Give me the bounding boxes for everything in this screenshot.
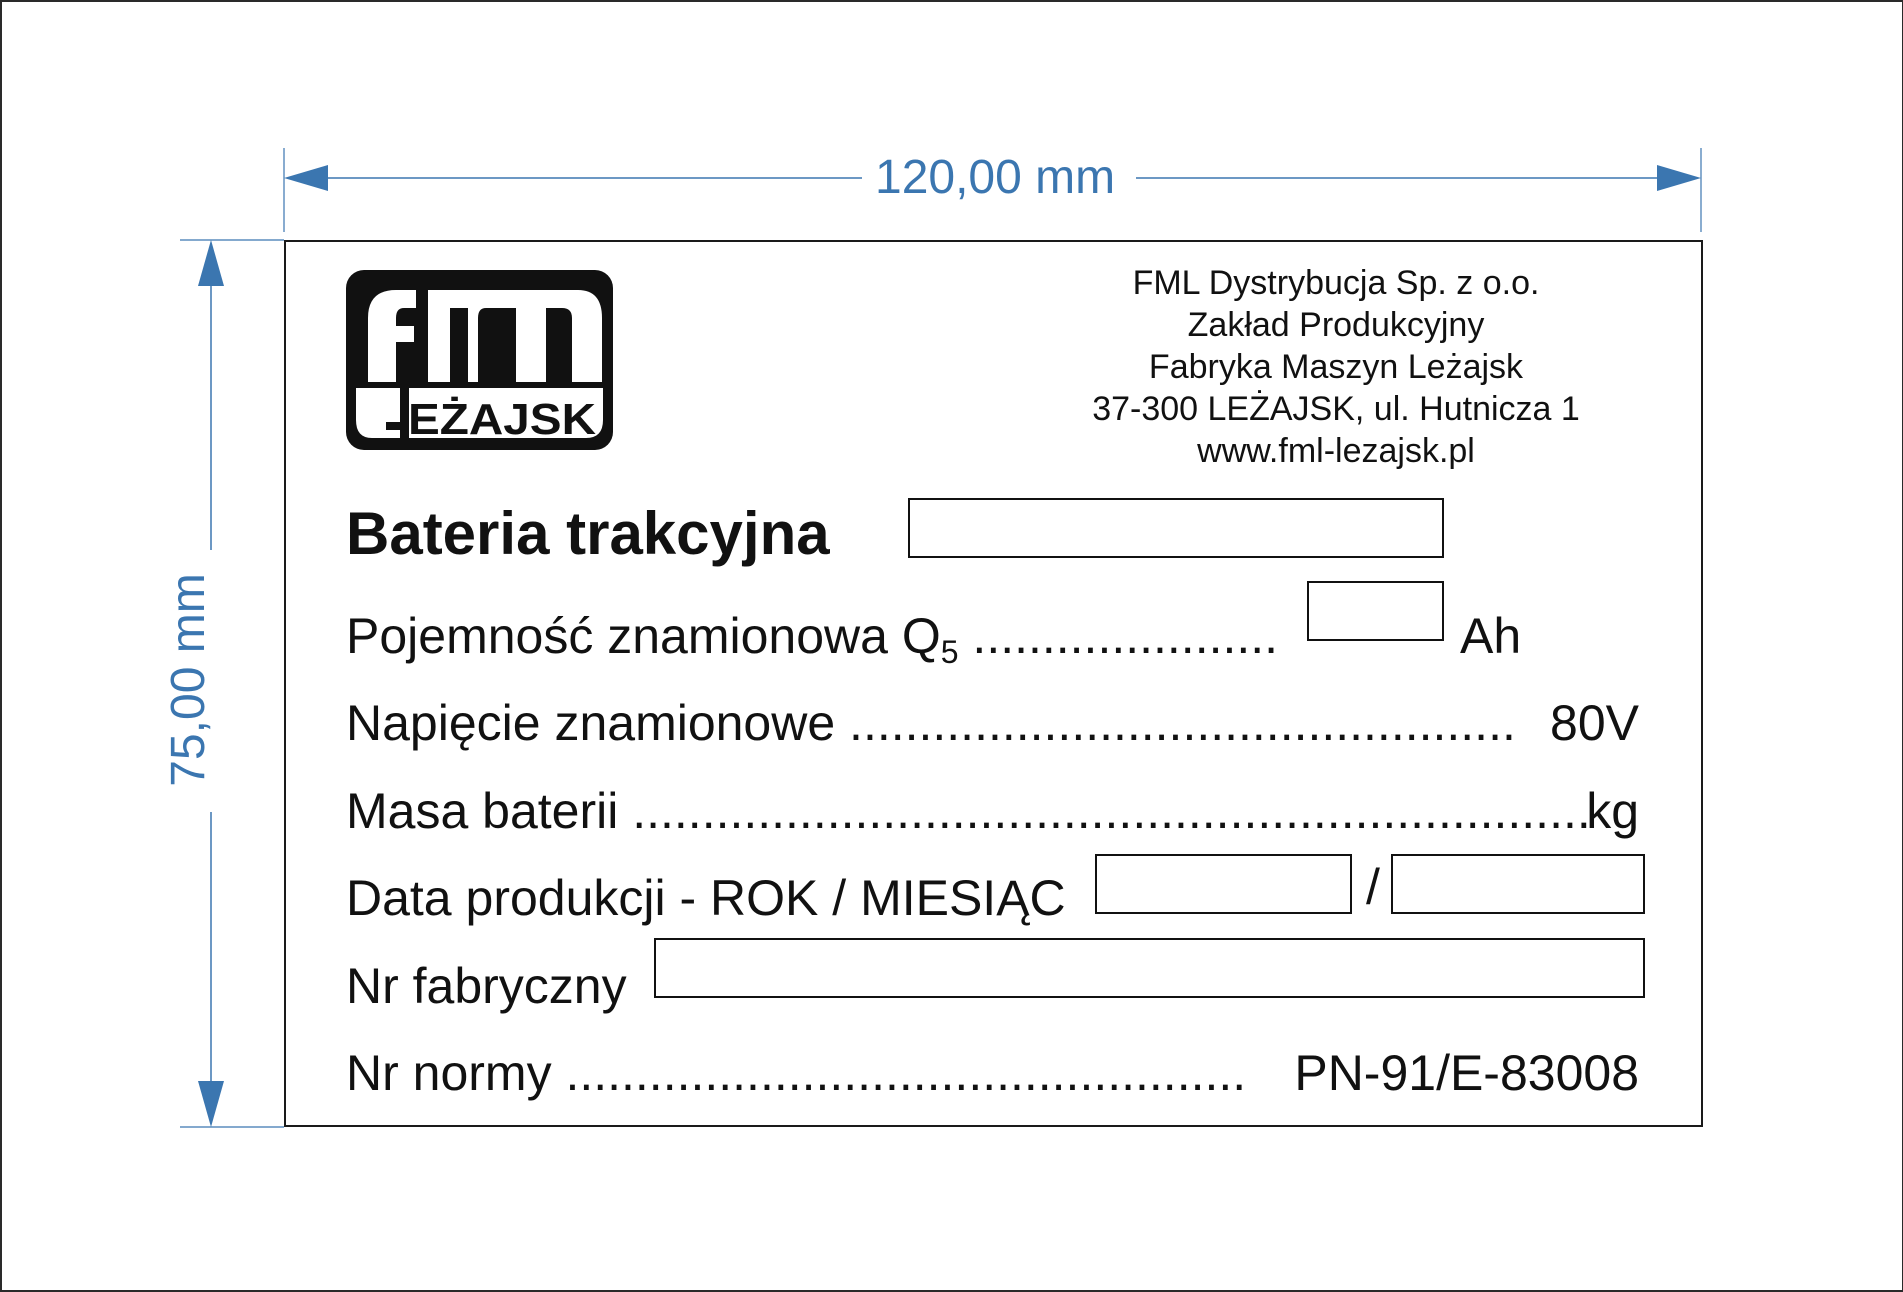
height-arrow-top-icon	[198, 240, 224, 286]
battery-type-field[interactable]	[908, 498, 1444, 558]
capacity-label: Pojemność znamionowa Q	[346, 608, 941, 664]
standard-row	[346, 1045, 1247, 1101]
capacity-unit: Ah	[1460, 608, 1522, 664]
serial-label: Nr fabryczny	[346, 958, 627, 1014]
standard-value: PN-91/E-83008	[1294, 1045, 1639, 1101]
company-address	[1086, 262, 1586, 472]
voltage-label: Napięcie znamionowe ................................................	[346, 695, 1516, 751]
company-name: FML Dystrybucja Sp. z o.o.	[1132, 264, 1540, 302]
company-website: www.fml-lezajsk.pl	[1197, 432, 1475, 470]
production-year-field[interactable]	[1095, 854, 1352, 914]
capacity-field[interactable]	[1307, 581, 1444, 641]
company-factory: Fabryka Maszyn Leżajsk	[1148, 348, 1524, 386]
mass-label: Masa baterii .....................................................................	[346, 783, 1591, 839]
mass-unit: kg	[1586, 783, 1639, 839]
capacity-subscript: 5	[940, 634, 959, 670]
page-title: Bateria trakcyjna	[346, 500, 830, 567]
voltage-row	[346, 695, 1516, 751]
standard-label: Nr normy .................................................	[346, 1045, 1247, 1101]
svg-text:EŻAJSK: EŻAJSK	[408, 395, 597, 444]
company-street: 37-300 LEŻAJSK, ul. Hutnicza 1	[1092, 390, 1580, 428]
date-separator: /	[1366, 859, 1380, 915]
height-dimension-label: 75,00 mm	[162, 573, 215, 787]
serial-number-field[interactable]	[654, 938, 1645, 998]
serial-row	[346, 958, 627, 1014]
voltage-value: 80V	[1550, 695, 1639, 751]
production-month-field[interactable]	[1391, 854, 1645, 914]
date-row	[346, 870, 1066, 926]
mass-row	[346, 783, 1591, 839]
nameplate	[284, 240, 1703, 1127]
capacity-row	[346, 608, 1279, 670]
capacity-dots: ......................	[958, 608, 1279, 664]
width-arrow-right-icon	[1657, 165, 1701, 191]
width-dimension-label: 120,00 mm	[875, 151, 1116, 204]
company-division: Zakład Produkcyjny	[1187, 306, 1485, 344]
height-arrow-bottom-icon	[198, 1081, 224, 1127]
width-arrow-left-icon	[284, 165, 328, 191]
date-label: Data produkcji - ROK / MIESIĄC	[346, 870, 1066, 926]
fm-lezajsk-logo-icon	[346, 270, 613, 450]
